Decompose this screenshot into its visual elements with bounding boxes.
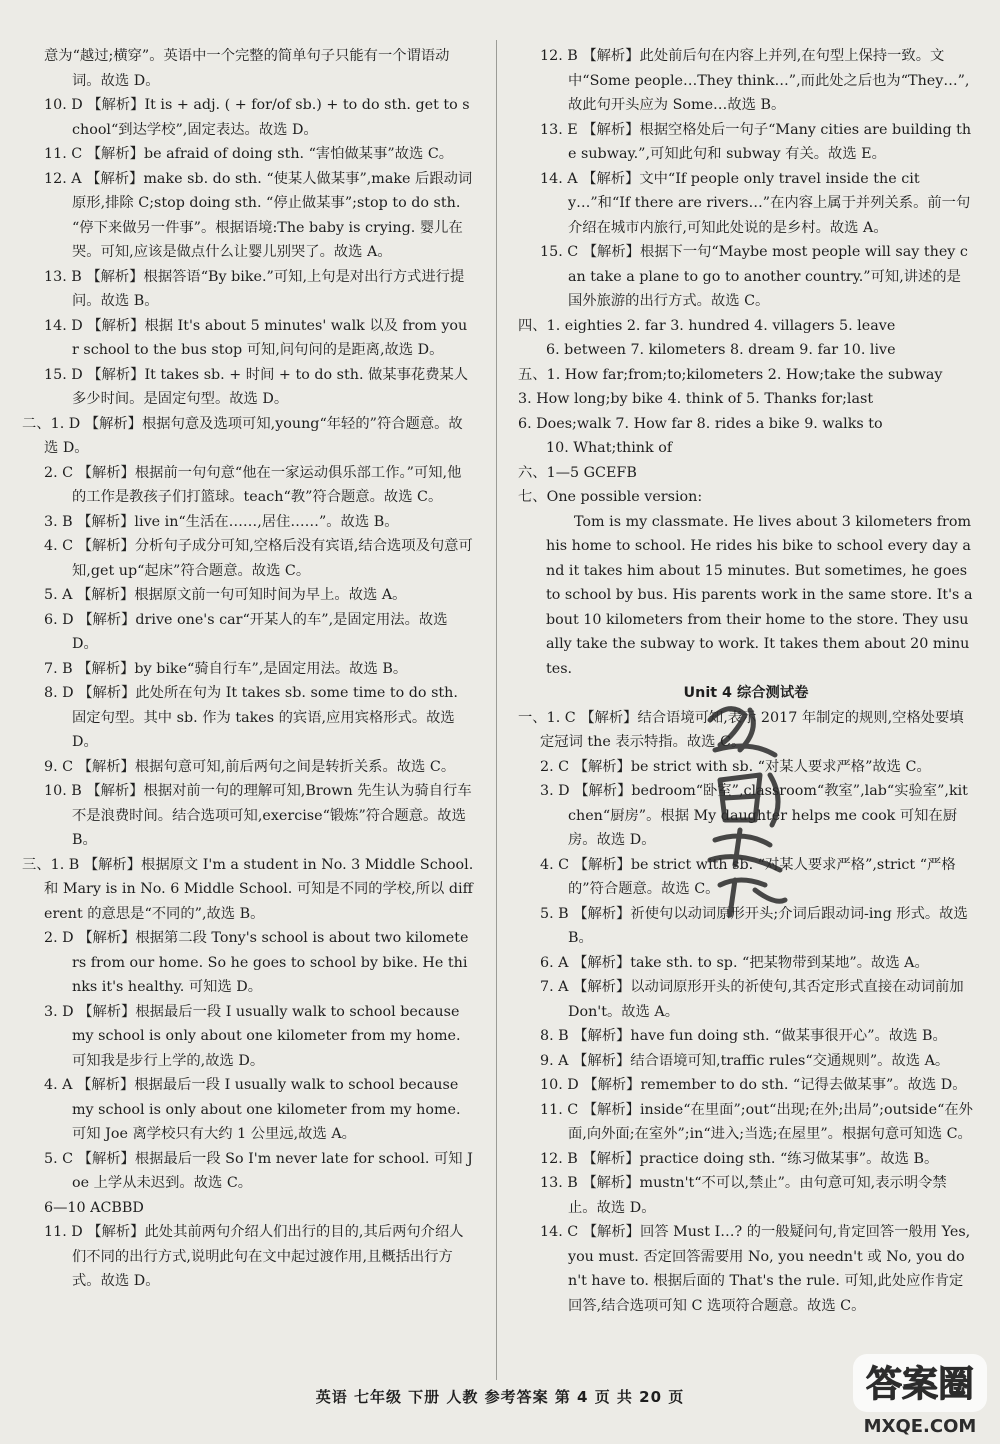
column-divider [496,40,497,1380]
svg-text:MXQE.COM: MXQE.COM [863,1416,977,1437]
section-answer-line: 二、1. D 【解析】根据句意及选项可知,young“年轻的”符合题意。故选 D。 [22,415,463,456]
answer-line: 10. B 【解析】根据对前一句的理解可知,Brown 先生认为骑自行车不是浪费时间。结合选项可知,exercise“锻炼”符合题意。故选 B。 [44,783,472,848]
answer-line: 9. C 【解析】根据句意可知,前后两句之间是转折关系。故选 C。 [44,758,456,775]
answer-line: 12. B 【解析】此处前后句在内容上并列,在句型上保持一致。文中“Some people…They think…”,而此处之后也为“They…”,故此句开头应为 Some…故选 B。 [540,48,970,113]
answer-line: 6. Does;walk 7. How far 8. rides a bike 9. walks to [518,415,883,432]
answer-line: 6. D 【解析】drive one's car“开某人的车”,是固定用法。故选 D。 [44,611,448,652]
watermark-logo-icon [845,1348,995,1440]
answer-line: 14. C 【解析】回答 Must I…? 的一般疑问句,肯定回答一般用 Yes, you must. 否定回答需要用 No, you needn't 或 No, you don't have to. 根据后面的 That's the rule. 可知,此处应作肯定回答,结合选项可知 C 选项符合题意。故选 C。 [540,1224,971,1314]
answer-line: 10. What;think of [546,440,673,456]
answer-line: 5. A 【解析】根据原文前一句可知时间为早上。故选 A。 [44,587,407,603]
unit-heading: Unit 4 综合测试卷 [683,685,809,701]
answer-line: 4. C 【解析】分析句子成分可知,空格后没有宾语,结合选项及句意可知,get up“起床”符合题意。故选 C。 [44,538,473,579]
answer-line: 3. B 【解析】live in“生活在……,居住……”。故选 B。 [44,513,399,530]
answer-line: 11. C 【解析】inside“在里面”;out“出现;在外;出局”;outside“在外面,向外面;在室外”;in“进入;当选;在屋里”。根据句意可知选 C。 [540,1101,973,1142]
answer-line: 2. C 【解析】be strict with sb. “对某人要求严格”故选 C。 [540,758,931,775]
answer-line: 10. D 【解析】remember to do sth. “记得去做某事”。故选 D。 [540,1077,967,1093]
answer-line: 7. A 【解析】以动词原形开头的祈使句,其否定形式直接在动词前加 Don't。故选 A。 [540,979,964,1020]
answer-line: 15. C 【解析】根据下一句“Maybe most people will say they can take a plane to go to another country.”可知,讲述的是国外旅游的出行方式。故选 C。 [540,244,968,309]
section-answer-line: 五、1. How far;from;to;kilometers 2. How;take the subway [518,366,943,383]
answer-line: 2. C 【解析】根据前一句句意“他在一家运动俱乐部工作。”可知,他的工作是教孩子们打篮球。teach“教”符合题意。故选 C。 [44,464,462,505]
answer-line: 14. A 【解析】文中“If people only travel inside the city…”和“If there are rivers…”在内容上属于并列关系。前一句介绍在城市内旅行,可知此处说的是乡村。故选 A。 [540,170,971,236]
answer-line: 5. B 【解析】祈使句以动词原形开头;介词后跟动词-ing 形式。故选 B。 [540,905,968,946]
answer-line: 3. D 【解析】bedroom“卧室”,classroom“教室”,lab“实验室”,kitchen“厨房”。根据 My daughter helps me cook 可知在厨房。故选 D。 [540,783,968,848]
answer-line: 3. D 【解析】根据最后一段 I usually walk to school because my school is only about one kilometer from my home. 可知我是步行上学的,故选 D。 [44,1003,461,1069]
page-footer: 英语 七年级 下册 人教 参考答案 第 4 页 共 20 页 [315,1388,685,1406]
answer-line: 14. D 【解析】根据 It's about 5 minutes' walk 以及 from your school to the bus stop 可知,问句问的是距离,故选 D。 [44,317,468,358]
answer-line: 4. C 【解析】be strict with sb. “对某人要求严格”,strict “严格的”符合题意。故选 C。 [540,856,956,897]
answer-line: 5. C 【解析】根据最后一段 So I'm never late for school. 可知 Joe 上学从未迟到。故选 C。 [44,1150,473,1191]
answer-line: 意为“越过;横穿”。英语中一个完整的简单句子只能有一个谓语动词。故选 D。 [44,48,450,89]
answer-line: 9. A 【解析】结合语境可知,traffic rules“交通规则”。故选 A。 [540,1052,950,1069]
answer-line: 6. between 7. kilometers 8. dream 9. far 10. live [546,342,896,358]
section-answer-line: 四、1. eighties 2. far 3. hundred 4. villagers 5. leave [518,317,896,334]
answer-line: 7. B 【解析】by bike“骑自行车”,是固定用法。故选 B。 [44,660,408,677]
answer-line: 4. A 【解析】根据最后一段 I usually walk to school because my school is only about one kilometer from my home. 可知 Joe 离学校只有大约 1 公里远,故选 A。 [44,1077,461,1142]
answer-line: 15. D 【解析】It takes sb. + 时间 + to do sth. 做某事花费某人多少时间。是固定句型。故选 D。 [44,366,469,407]
answer-line: 13. B 【解析】mustn't“不可以,禁止”。由句意可知,表示明令禁止。故选 D。 [540,1175,947,1216]
answer-line: 11. C 【解析】be afraid of doing sth. “害怕做某事”故选 C。 [44,146,454,162]
section-answer-line: 六、1—5 GCEFB [518,464,637,481]
answer-line: 12. A 【解析】make sb. do sth. “使某人做某事”,make 后跟动词原形,排除 C;stop doing sth. “停止做某事”;stop to do sth. “停下来做另一件事”。根据语境:The baby is crying. 婴儿在哭。可知,应该是做点什么让婴儿别哭了。故选 A。 [44,170,473,260]
answer-line: 10. D 【解析】It is + adj. ( + for/of sb.) + to do sth. get to school“到达学校”,固定表达。故选 D。 [44,97,470,138]
answer-line: 11. D 【解析】此处其前两句介绍人们出行的目的,其后两句介绍人们不同的出行方式,说明此句在文中起过渡作用,且概括出行方式。故选 D。 [44,1224,464,1289]
answer-line: 8. B 【解析】have fun doing sth. “做某事很开心”。故选 B。 [540,1028,947,1044]
answer-line: 8. D 【解析】此处所在句为 It takes sb. some time to do sth. 固定句型。其中 sb. 作为 takes 的宾语,应用宾格形式。故选 D。 [44,685,458,750]
answer-line: 13. E 【解析】根据空格处后一句子“Many cities are building the subway.”,可知此句和 subway 有关。故选 E。 [540,121,972,162]
answer-line: 12. B 【解析】practice doing sth. “练习做某事”。故选 B。 [540,1150,939,1167]
answer-line: 13. B 【解析】根据答语“By bike.”可知,上句是对出行方式进行提问。故选 B。 [44,268,465,309]
answer-line: 3. How long;by bike 4. think of 5. Thanks for;last [518,391,874,407]
svg-text:答案圈: 答案圈 [865,1364,975,1405]
left-column [22,44,474,1294]
section-answer-line: 三、1. B 【解析】根据原文 I'm a student in No. 3 Middle School. 和 Mary is in No. 6 Middle School. 可知是不同的学校,所以 different 的意思是“不同的”,故选 B。 [22,856,474,922]
right-column [518,44,974,1318]
section-answer-line: 七、One possible version: [518,489,703,505]
answer-line: 6. A 【解析】take sth. to sp. “把某物带到某地”。故选 A。 [540,954,929,971]
answer-line: 6—10 ACBBD [44,1199,144,1216]
sample-essay: Tom is my classmate. He lives about 3 kilometers from his home to school. He rides his bike to school every day and it takes him about 15 minutes. But sometimes, he goes to school by bus. His parents work in the same store. It's about 10 kilometers from their home to the store. They usually take the subway to work. It takes them about 20 minutes. [546,513,973,677]
answer-line: 2. D 【解析】根据第二段 Tony's school is about two kilometers from our home. So he goes to school by bike. He thinks it's healthy. 可知选 D。 [44,930,469,995]
section-answer-line: 一、1. C 【解析】结合语境可知,表示 2017 年制定的规则,空格处要填定冠词 the 表示特指。故选 C。 [518,709,964,750]
